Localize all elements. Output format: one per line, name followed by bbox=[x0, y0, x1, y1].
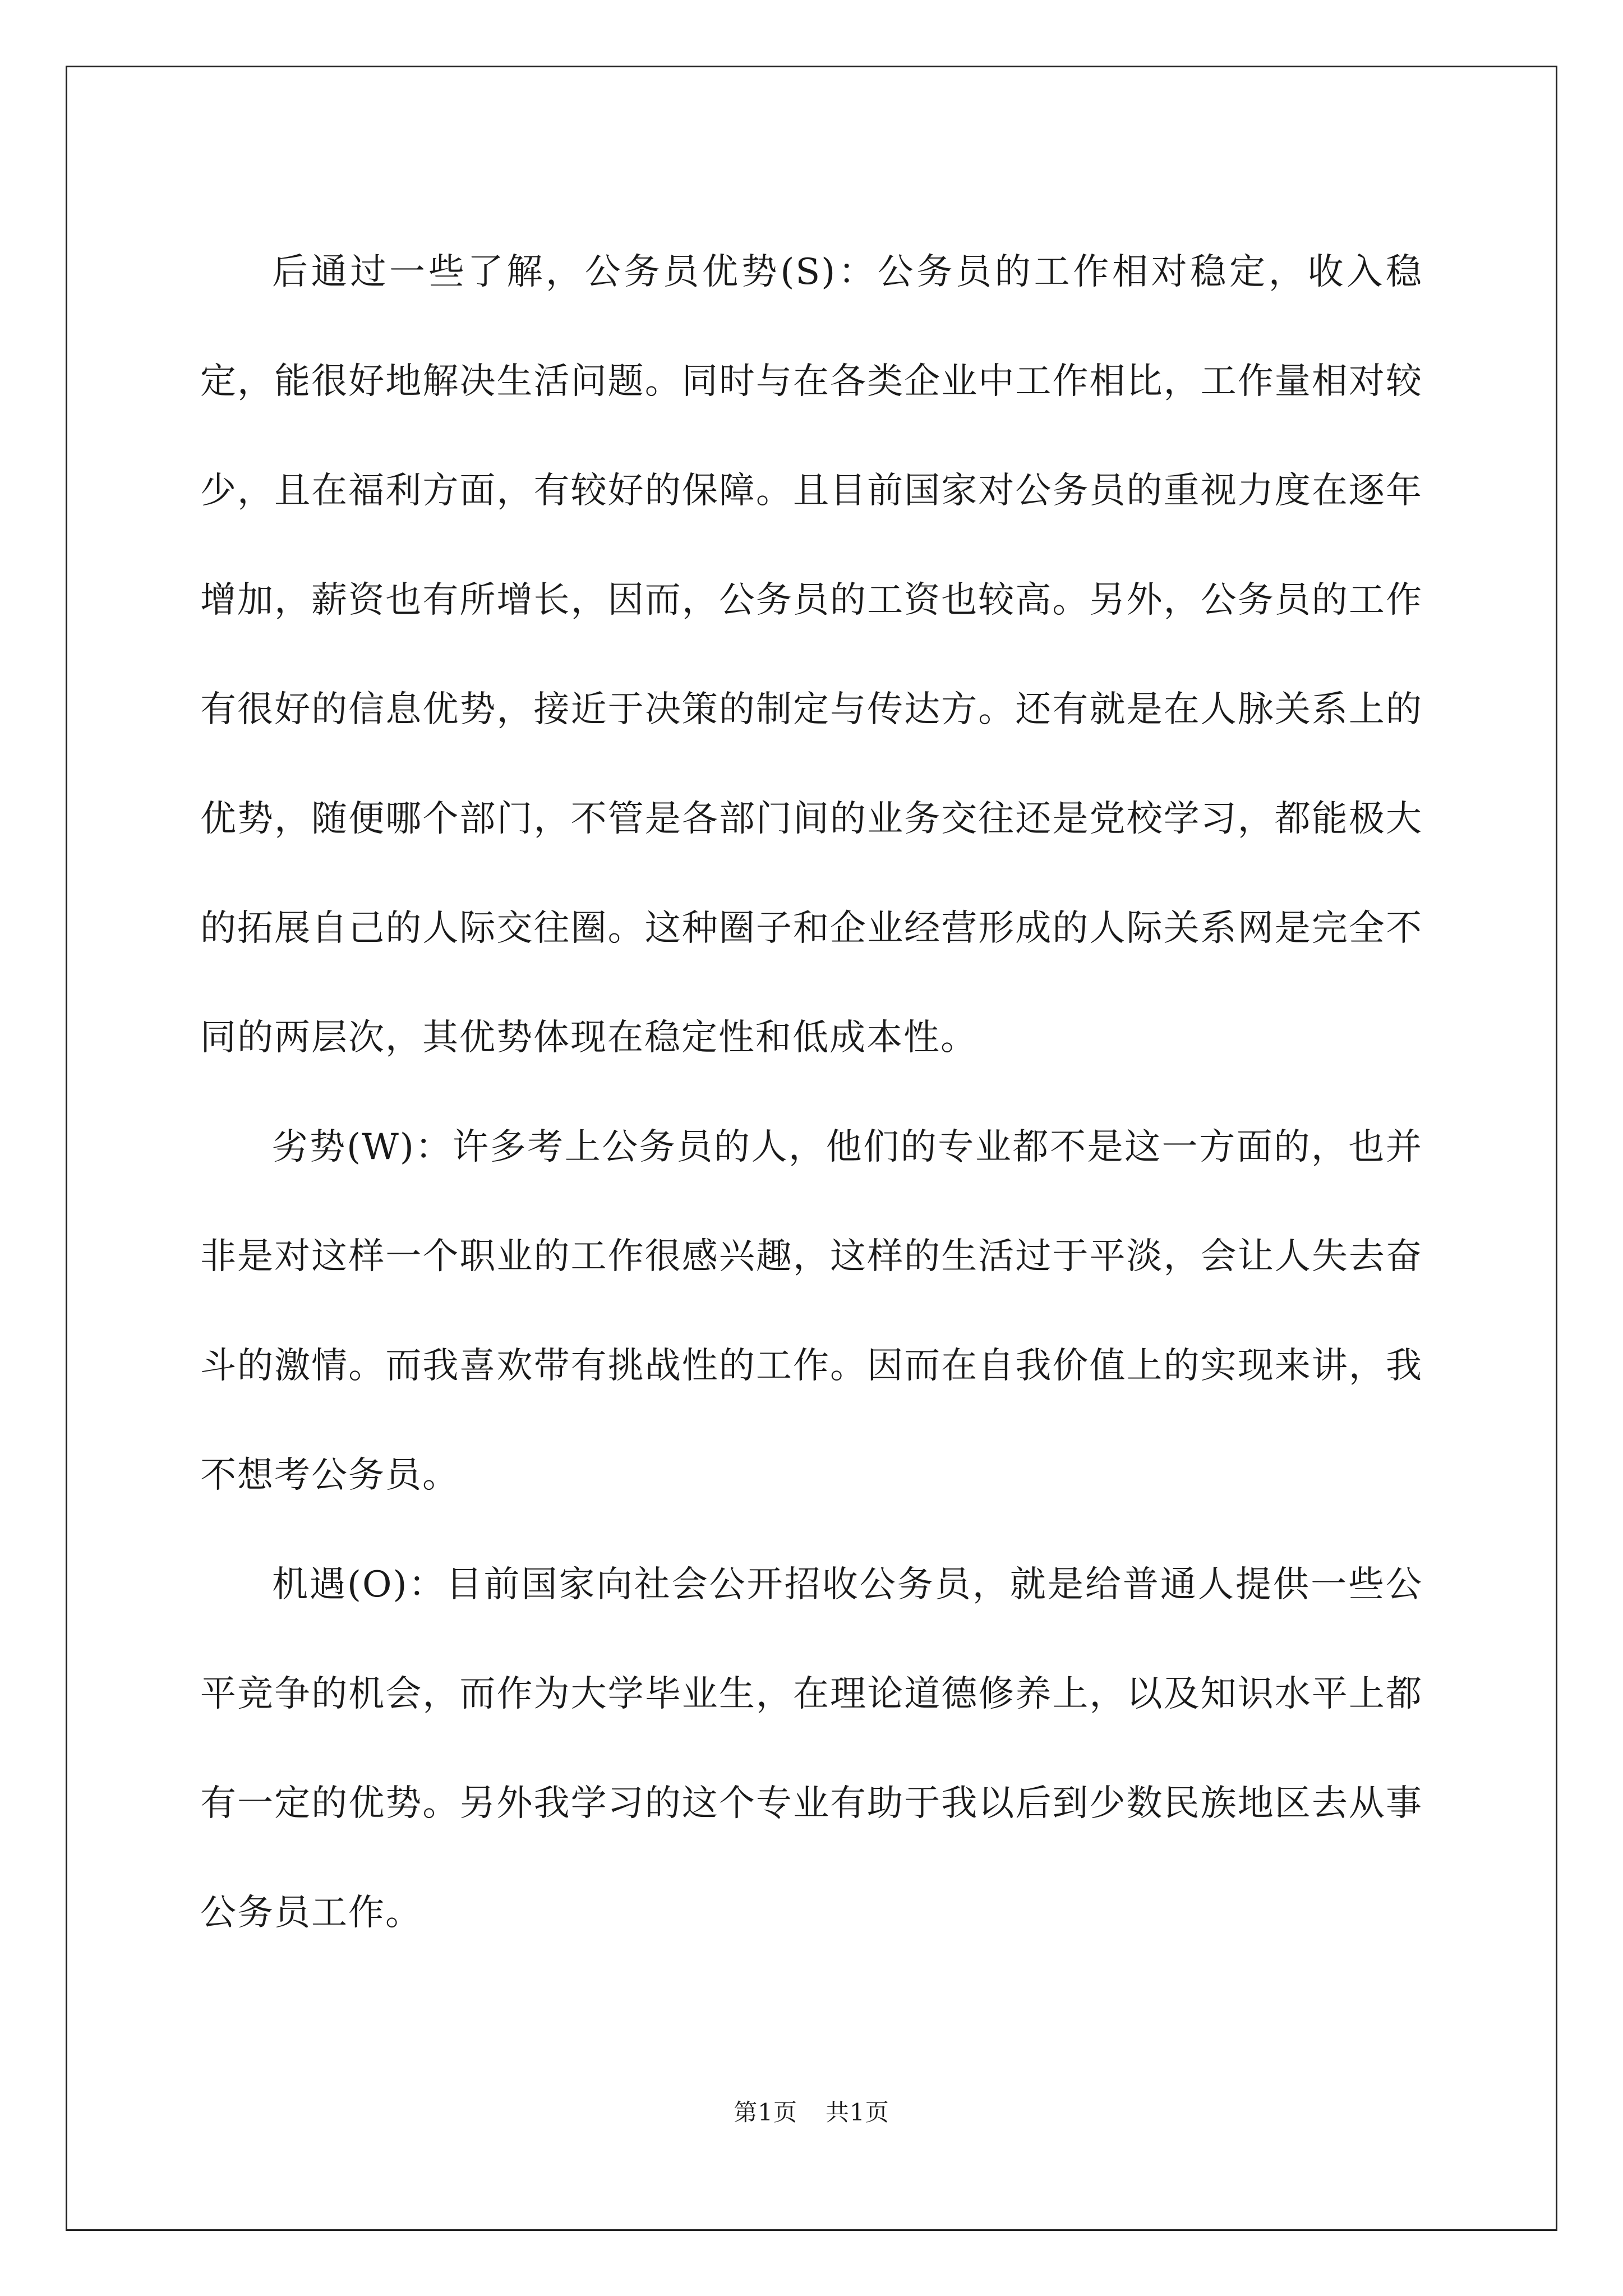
paragraph-strengths: 后通过一些了解，公务员优势(S)：公务员的工作相对稳定，收入稳定，能很好地解决生活问题。同时与在各类企业中工作相比，工作量相对较少，且在福利方面，有较好的保障。且目前国家对公务员的重视力度在逐年增加，薪资也有所增长，因而，公务员的工资也较高。另外，公务员的工作有很好的信息优势，接近于决策的制定与传达方。还有就是在人脉关系上的优势，随便哪个部门，不管是各部门间的业务交往还是党校学习，都能极大的拓展自己的人际交往圈。这种圈子和企业经营形成的人际关系网是完全不同的两层次，其优势体现在稳定性和低成本性。 bbox=[200, 251, 1423, 1059]
paragraph-opportunities: 机遇(O)：目前国家向社会公开招收公务员，就是给普通人提供一些公平竞争的机会，而作为大学毕业生，在理论道德修养上，以及知识水平上都有一定的优势。另外我学习的这个专业有助于我以后到少数民族地区去从事公务员工作。 bbox=[200, 1564, 1423, 1934]
page-number-total: 共1页 bbox=[826, 2099, 889, 2126]
document-body bbox=[200, 218, 1423, 1968]
paragraph-weaknesses: 劣势(W)：许多考上公务员的人，他们的专业都不是这一方面的，也并非是对这样一个职业的工作很感兴趣，这样的生活过于平淡，会让人失去奋斗的激情。而我喜欢带有挑战性的工作。因而在自我价值上的实现来讲，我不想考公务员。 bbox=[200, 1126, 1423, 1496]
page-number-current: 第1页 bbox=[734, 2099, 797, 2126]
page-footer bbox=[0, 2096, 1623, 2129]
